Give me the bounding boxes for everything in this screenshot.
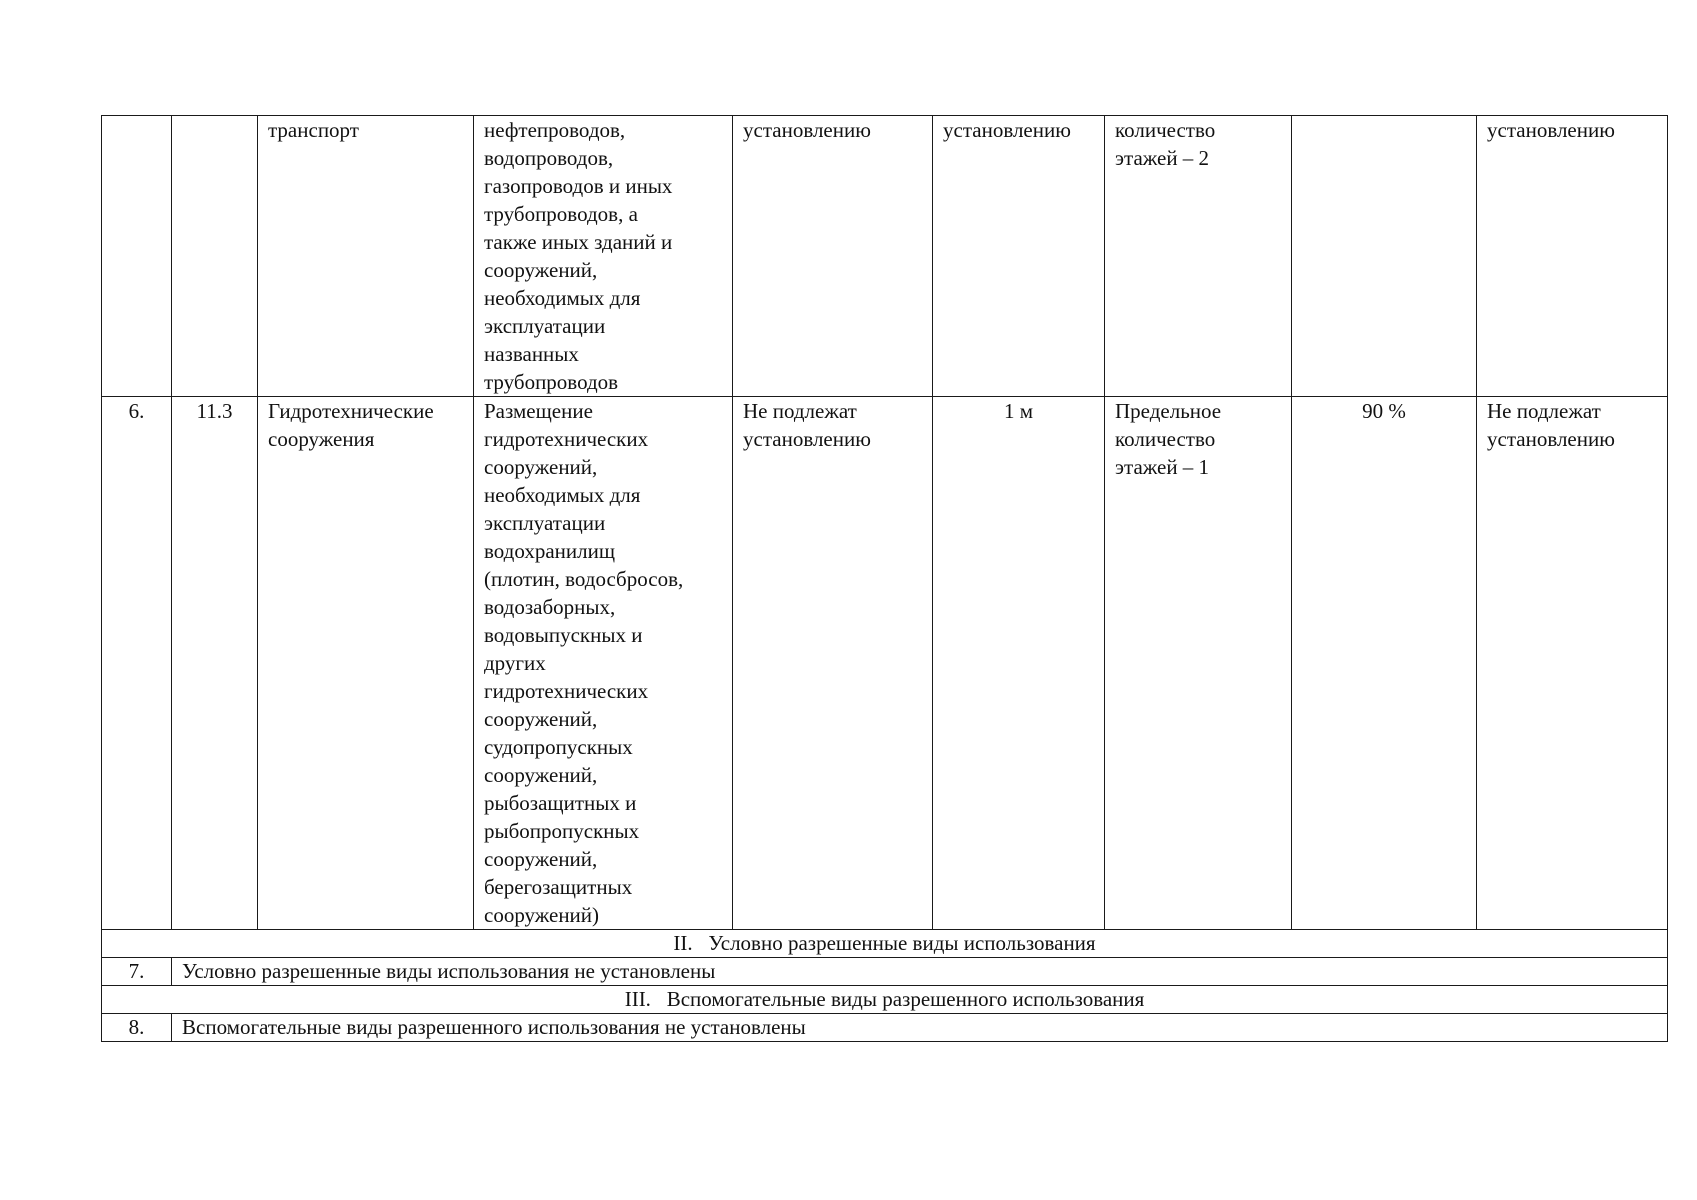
section-heading-cell	[102, 930, 1668, 958]
row-number-cell: 8.	[102, 1014, 172, 1042]
coverage-cell	[1292, 116, 1477, 397]
row-number-cell: 7.	[102, 958, 172, 986]
row-note-cell: Условно разрешенные виды использования не установлены	[172, 958, 1668, 986]
use-name-cell: транспорт	[258, 116, 474, 397]
coverage-cell: 90 %	[1292, 397, 1477, 930]
table-row-8	[102, 1014, 1668, 1042]
section-title: Вспомогательные виды разрешенного использования	[666, 987, 1145, 1011]
other-params-cell: установлению	[1477, 116, 1668, 397]
floors-cell: Предельное количество этажей – 1	[1105, 397, 1292, 930]
table-row-7	[102, 958, 1668, 986]
table-row-6	[102, 397, 1668, 930]
area-limits-cell: Не подлежат установлению	[733, 397, 933, 930]
setback-cell: 1 м	[933, 397, 1105, 930]
row-note-cell: Вспомогательные виды разрешенного использования не установлены	[172, 1014, 1668, 1042]
setback-cell: установлению	[933, 116, 1105, 397]
use-code-cell: 11.3	[172, 397, 258, 930]
other-params-cell: Не подлежат установлению	[1477, 397, 1668, 930]
use-description-cell: нефтепроводов, водопроводов, газопроводов и иных трубопроводов, а также иных зданий и сооружений, необходимых для эксплуатации названных трубопроводов	[474, 116, 733, 397]
section-numeral: II.	[673, 931, 693, 955]
section-heading-cell	[102, 986, 1668, 1014]
section-heading-auxiliary	[102, 986, 1668, 1014]
section-title: Условно разрешенные виды использования	[708, 931, 1096, 955]
use-description-cell: Размещение гидротехнических сооружений, необходимых для эксплуатации водохранилищ (плотин, водосбросов, водозаборных, водовыпускных и других гидротехнических сооружений, судопропускных сооружений, рыбозащитных и рыбопропускных сооружений, берегозащитных сооружений)	[474, 397, 733, 930]
area-limits-cell: установлению	[733, 116, 933, 397]
row-number-cell: 6.	[102, 397, 172, 930]
row-number-cell	[102, 116, 172, 397]
section-numeral: III.	[624, 987, 651, 1011]
section-heading-conditional	[102, 930, 1668, 958]
floors-cell: количество этажей – 2	[1105, 116, 1292, 397]
land-use-regulations-table	[101, 115, 1668, 1042]
table-row-continued	[102, 116, 1668, 397]
use-code-cell	[172, 116, 258, 397]
use-name-cell: Гидротехнические сооружения	[258, 397, 474, 930]
